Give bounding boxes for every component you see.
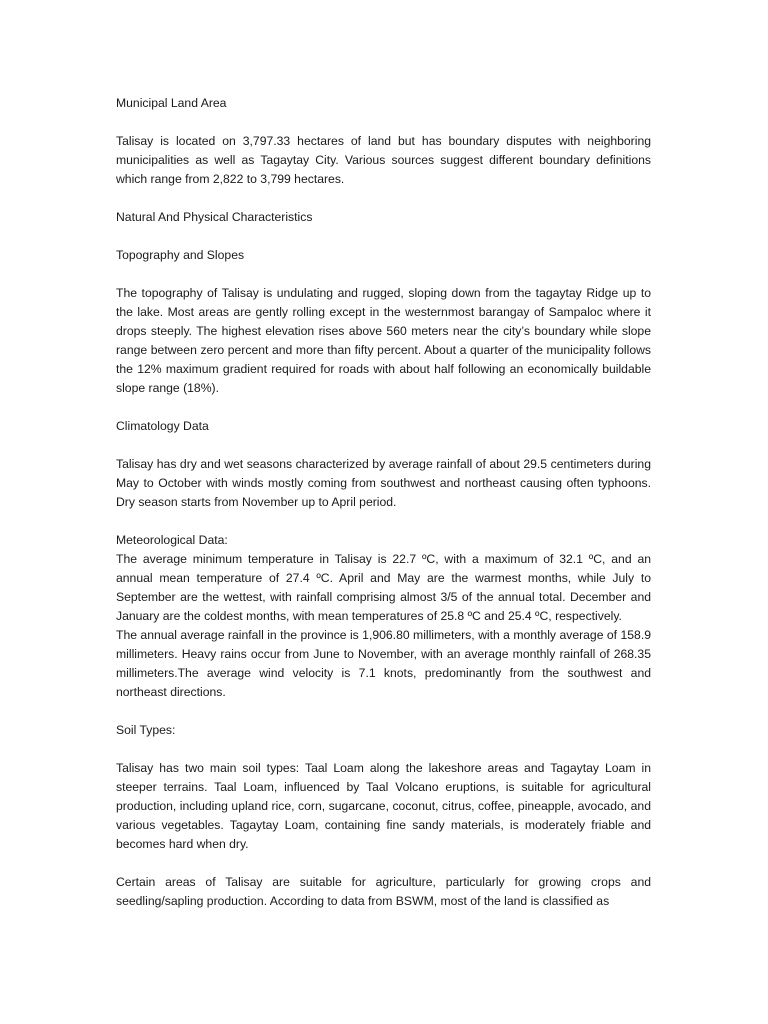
spacer (116, 740, 651, 759)
spacer (116, 512, 651, 531)
spacer (116, 702, 651, 721)
heading-natural-physical: Natural And Physical Characteristics (116, 210, 313, 224)
paragraph-meteorological-rainfall: The annual average rainfall in the province is 1,906.80 millimeters, with a monthly average of 158.9 millimeters. Heavy rains occur from June to November, with an average monthly rainfall of 268.35 millimeters.The average wind velocity is 7.1 knots, predominantly from the southwest and northeast directions. (116, 628, 651, 699)
spacer (116, 227, 651, 246)
spacer (116, 436, 651, 455)
document-page (116, 94, 651, 911)
spacer (116, 189, 651, 208)
paragraph-meteorological-temperature: The average minimum temperature in Talisay is 22.7 ºC, with a maximum of 32.1 ºC, and an annual mean temperature of 27.4 ºC. April and May are the warmest months, while July to September are the wettest, with rainfall comprising almost 3/5 of the annual total. December and January are the coldest months, with mean temperatures of 25.8 ºC and 25.4 ºC, respectively. (116, 552, 651, 623)
spacer (116, 398, 651, 417)
spacer (116, 113, 651, 132)
heading-meteorological: Meteorological Data: (116, 533, 228, 547)
heading-climatology: Climatology Data (116, 419, 209, 433)
heading-municipal-land-area: Municipal Land Area (116, 96, 227, 110)
paragraph-climatology: Talisay has dry and wet seasons characterized by average rainfall of about 29.5 centimeters during May to October with winds mostly coming from southwest and northeast causing often typhoons. Dry season starts from November up to April period. (116, 457, 651, 509)
paragraph-agriculture: Certain areas of Talisay are suitable for agriculture, particularly for growing crops and seedling/sapling production. According to data from BSWM, most of the land is classified as (116, 875, 651, 908)
heading-topography: Topography and Slopes (116, 248, 245, 262)
spacer (116, 265, 651, 284)
heading-soil-types: Soil Types: (116, 723, 176, 737)
paragraph-land-area: Talisay is located on 3,797.33 hectares of land but has boundary disputes with neighboring municipalities as well as Tagaytay City. Various sources suggest different boundary definitions which range from 2,822 to 3,799 hectares. (116, 134, 651, 186)
spacer (116, 854, 651, 873)
paragraph-soil-types: Talisay has two main soil types: Taal Loam along the lakeshore areas and Tagaytay Loam in steeper terrains. Taal Loam, influenced by Taal Volcano eruptions, is suitable for agricultural production, including upland rice, corn, sugarcane, coconut, citrus, coffee, pineapple, avocado, and various vegetables. Tagaytay Loam, containing fine sandy materials, is moderately friable and becomes hard when dry. (116, 761, 651, 851)
paragraph-topography: The topography of Talisay is undulating and rugged, sloping down from the tagaytay Ridge up to the lake. Most areas are gently rolling except in the westernmost barangay of Sampaloc where it drops steeply. The highest elevation rises above 560 meters near the city’s boundary while slope range between zero percent and more than fifty percent. About a quarter of the municipality follows the 12% maximum gradient required for roads with about half following an economically buildable slope range (18%). (116, 286, 651, 395)
